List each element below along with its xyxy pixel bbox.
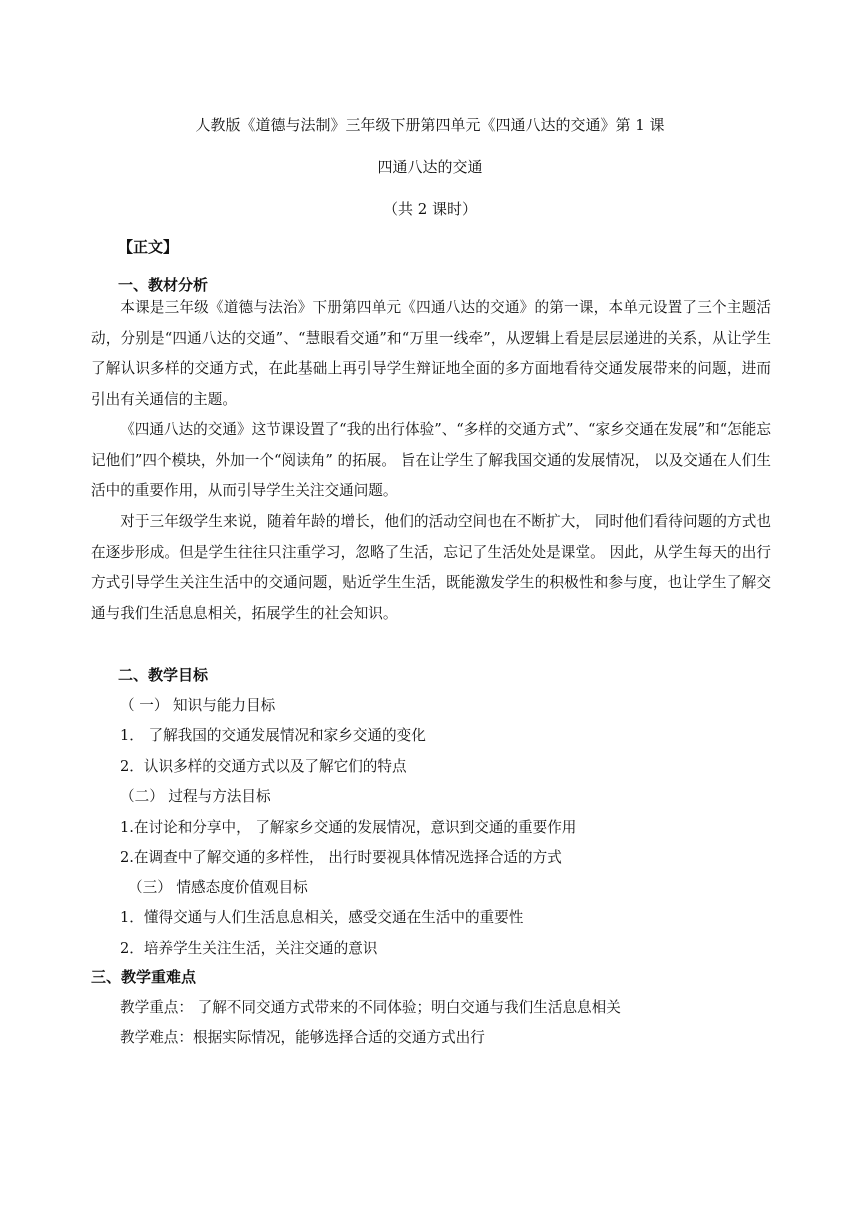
paragraph-analysis-3: 对于三年级学生来说，随着年龄的增长，他们的活动空间也在不断扩大， 同时他们看待问题的方式也在逐步形成。但是学生往往只注重学习，忽略了生活，忘记了生活处处是课堂。 因此，从学生每天的出行方式引导学生关注生活中的交通问题，贴近学生生活，既能激发学生的积极性和参与度，也让学生了解交通与我们生活息息相关，拓展学生的社会知识。 <box>91 513 771 622</box>
objective-item: 2．培养学生关注生活，关注交通的意识 <box>120 940 378 957</box>
objective-item: 2.在调查中了解交通的多样性， 出行时要视具体情况选择合适的方式 <box>120 849 562 866</box>
objective-group-emotion: （三） 情感态度价值观目标 <box>128 879 308 896</box>
objective-item: 1．懂得交通与人们生活息息相关，感受交通在生活中的重要性 <box>120 909 524 926</box>
lesson-hours: （共 2 课时） <box>382 200 478 218</box>
objective-item: 1． 了解我国的交通发展情况和家乡交通的变化 <box>120 727 426 744</box>
lesson-title: 四通八达的交通 <box>377 158 483 176</box>
body-label: 【正文】 <box>118 238 179 256</box>
objective-group-process: （二） 过程与方法目标 <box>120 788 271 805</box>
section-heading-objectives: 二、教学目标 <box>118 666 209 684</box>
objective-item: 2．认识多样的交通方式以及了解它们的特点 <box>120 758 407 775</box>
difficulty-line: 教学难点：根据实际情况，能够选择合适的交通方式出行 <box>120 1029 485 1046</box>
paragraph-analysis-2: 《四通八达的交通》这节课设置了“我的出行体验”、“多样的交通方式”、“家乡交通在发展”和“怎能忘记他们”四个模块，外加一个“阅读角” 的拓展。 旨在让学生了解我国交通的发展情况， 以及交通在人们生活中的重要作用，从而引导学生关注交通问题。 <box>91 421 771 499</box>
objective-group-knowledge: （ 一） 知识与能力目标 <box>120 697 276 714</box>
document-title: 人教版《道德与法制》三年级下册第四单元《四通八达的交通》第 1 课 <box>195 116 665 134</box>
section-heading-key-points: 三、教学重难点 <box>91 968 197 986</box>
objective-item: 1.在讨论和分享中， 了解家乡交通的发展情况，意识到交通的重要作用 <box>120 819 577 836</box>
key-point-line: 教学重点： 了解不同交通方式带来的不同体验；明白交通与我们生活息息相关 <box>120 999 621 1016</box>
section-heading-analysis: 一、教材分析 <box>118 276 209 294</box>
paragraph-analysis-1: 本课是三年级《道德与法治》下册第四单元《四通八达的交通》的第一课，本单元设置了三个主题活动，分别是“四通八达的交通”、“慧眼看交通”和“万里一线牵”，从逻辑上看是层层递进的关系，从让学生了解认识多样的交通方式，在此基础上再引导学生辩证地全面的多方面地看待交通发展带来的问题，进而引出有关通信的主题。 <box>91 299 771 408</box>
